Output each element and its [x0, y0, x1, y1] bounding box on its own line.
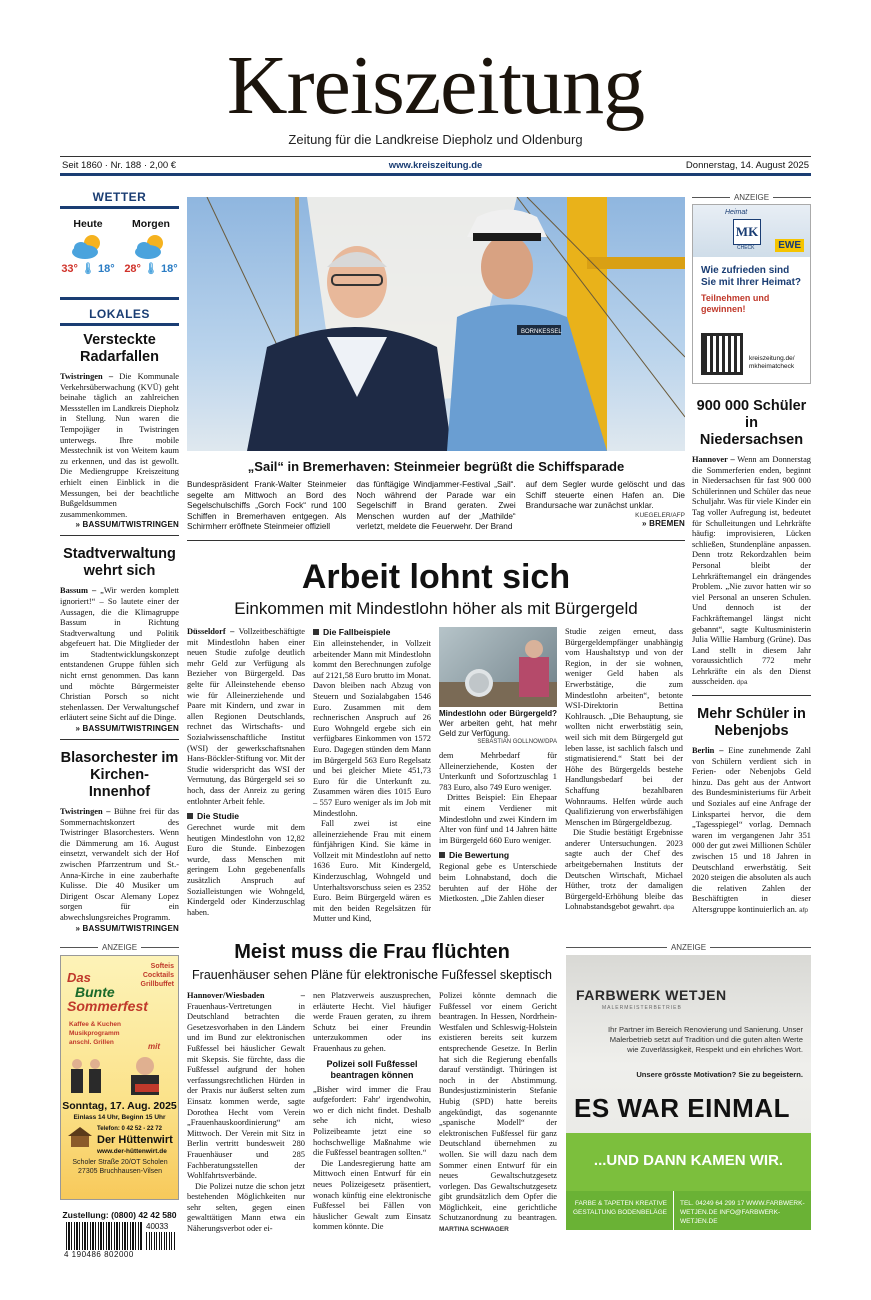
barcode: [60, 1222, 179, 1258]
barcode-addon: [146, 1232, 176, 1250]
website-link[interactable]: www.kreiszeitung.de: [388, 160, 483, 171]
ad-date: Sonntag, 17. Aug. 2025: [62, 1100, 177, 1112]
ad-farbwerk-brand-sub: MALERMEISTERBETRIEB: [602, 1005, 682, 1011]
ad-side: [69, 1020, 121, 1047]
ad-web[interactable]: www.der-hüttenwirt.de: [97, 1148, 167, 1155]
issue-info: Seit 1860 · Nr. 188 · 2,00 €: [62, 160, 177, 171]
left-column: [60, 190, 179, 933]
ad-farbwerk-footer-left: FARBE & TAPETEN KREATIVE GESTALTUNG BODENBELÄGE: [566, 1191, 674, 1230]
second-col-2-subhead: Polizei soll Fußfessel beantragen können: [326, 1058, 418, 1080]
photo-caption-col3-wrap: [526, 480, 685, 533]
ad-chip-2: Cocktails: [142, 972, 174, 979]
sun-cloud-icon: [131, 232, 171, 262]
local-article-3-body: [60, 807, 179, 924]
main-col-1: [187, 627, 305, 925]
second-col-3-text: [439, 991, 557, 1236]
local-article-1-body: [60, 372, 179, 520]
delivery-number: Zustellung: (0800) 42 42 580: [62, 1210, 177, 1220]
weather-tomorrow-high: 28°: [124, 263, 141, 275]
qr-code-icon[interactable]: [701, 333, 743, 375]
local-article-2: [60, 546, 179, 733]
ad-title-1: Das: [67, 970, 91, 985]
main-col-3-subhead: Die Bewertung: [439, 850, 557, 860]
masthead-rule-bottom: [60, 173, 811, 176]
thermometer-icon: 🌡: [144, 263, 158, 275]
ad-farbwerk-big2: ...UND DANN KAMEN WIR.: [593, 1152, 784, 1169]
photo-caption-col1: Bundespräsident Frank-Walter Steinmeier segelte am Mittwoch an Bord des Segelschulschiffs „Gorch Fock“ rund 100 Schiffen in Bremerhaven entgegen. Als Schirmherr eröffnete Steinmeier offiziell: [187, 480, 347, 531]
main-col-2-subhead: Die Fallbeispiele: [313, 627, 431, 637]
ad-farbwerk-footer-right[interactable]: TEL. 04249 64 299 17 WWW.FARBWERK-WETJEN.DE INFO@FARBWERK-WETJEN.DE: [680, 1200, 805, 1225]
weather-tomorrow-low: 18°: [161, 263, 178, 275]
ad-label: ANZEIGE: [566, 943, 811, 952]
main-col-1-lead: Düsseldorf –: [187, 627, 235, 636]
weather-title: WETTER: [92, 190, 147, 204]
main-col-4: [565, 627, 683, 925]
cash-photo-caption: [439, 709, 557, 739]
cash-photo-credit: SEBASTIAN GOLLNOW/DPA: [477, 739, 557, 745]
right-column: [692, 398, 811, 917]
right-article-2-body: [692, 746, 811, 917]
ad-side-3: anschl. Grillen: [69, 1039, 114, 1046]
main-col-3-text2: Drittes Beispiel: Ein Ehepaar mit einem Verdiener mit Mindestlohn und zwei Kindern im Alter von fünf und 14 Jahren hätte im Bürgergeld 660 Euro weniger.: [439, 793, 557, 845]
weather-rule: [60, 206, 179, 209]
cash-photo: [439, 627, 557, 707]
ad-phone: Telefon: 0 42 52 - 22 72: [97, 1126, 162, 1132]
lead-photo: [187, 197, 685, 451]
ad-side-2: Musikprogramm: [69, 1030, 120, 1037]
second-col-1-text: [187, 991, 305, 1182]
local-article-2-body: [60, 586, 179, 724]
weather-tomorrow-temps: [123, 262, 179, 275]
barcode-bars: [66, 1222, 142, 1250]
thermometer-icon: 🌡: [81, 263, 95, 275]
weather-tomorrow: [123, 218, 179, 275]
weather-today-temps: [60, 262, 116, 275]
photo-caption-col3: auf dem Segler wurde gelöscht und das Schiff steuerte einen Hafen an. Die Brandursache war zunächst unklar.: [525, 480, 685, 510]
local-article-1-tag[interactable]: » BASSUM/TWISTRINGEN: [75, 520, 179, 530]
ad-performers: [65, 1054, 175, 1096]
photo-caption: [187, 480, 685, 533]
cash-photo-caption-bold: Mindestlohn oder Bürgergeld?: [439, 709, 557, 718]
right-article-1-lead: Hannover –: [692, 455, 735, 464]
cash-photo-caption-text: Wer arbeiten geht, hat mehr Geld zur Verfügung.: [439, 719, 557, 738]
second-col-2-text: nen Platzverweis auszusprechen, erläuterte Hecht. Viel häufiger werde Frauen geraten, zu ihrem Schutz bei einer Freundin unterzukommen oder ins Frauenhaus zu gehen.: [313, 991, 431, 1053]
weather-today: [60, 218, 116, 275]
main-col-1-text: [187, 627, 305, 807]
ad-side-1: Kaffee & Kuchen: [69, 1021, 122, 1028]
right-article-1-headline[interactable]: 900 000 Schüler in Niedersachsen: [696, 398, 807, 448]
local-article-3-text: Bühne frei für das Sommernachtskonzert des Twistringer Blasorchesters. Wenn die Dämmerung am 16. August einsetzt, verwandelt sich der Hof zwischen Pfarrzentrum und St.-Anna-Kirche in eine zauberhafte Kulisse. Die 40 Musiker um Dirigent Oscar Alemany Lopez sorgen für ein abwechslungsreiches Programm.: [60, 807, 179, 922]
right-article-1-body: [692, 455, 811, 689]
main-col-1-subhead: Die Studie: [187, 811, 305, 821]
main-col-3-text3: Regional gebe es Unterschiede beim Lohnabstand, doch die beruhten auf der Höhe der Mietkosten. „Die Zahlen dieser: [439, 862, 557, 904]
main-col-2-text: Ein alleinstehender, in Vollzeit arbeitender Mann mit Mindestlohn kommt den Berechnungen zufolge auf 2121,58 Euro brutto im Monat. Davon bleiben nach Abzug von Steuern und Sozialabgaben 1546 Euro. Zusammen mit dem rechnerischen Anspruch auf 26 Euro Wohngeld ergebe sich ein verfügbares Einkommen von 1572 Euro. Dagegen stünden dem Mann im Bürgergeld 563 Euro Regelsatz und bei gleicher Miete 451,73 Euro für die Unterkunft zu. Zusammen wären dies 1015 Euro – 557 Euro weniger als im Job mit Mindestlohn.: [313, 639, 431, 818]
ad-mit: mit: [148, 1042, 160, 1051]
local-article-3-tag[interactable]: » BASSUM/TWISTRINGEN: [75, 923, 179, 933]
ad-chips: [141, 962, 174, 989]
main-col-2-text2: Fall zwei ist eine alleinerziehende Frau mit einem fünfjährigen Kind. Sie käme in Vollzeit mit Mindestlohn auf netto 1636 Euro. Mit Kindergeld, Kinderzuschlag, Wohngeld und Unterhaltsvorschuss seien es 2352 Euro. Beim Bürgergeld wären es mit den beiden Regelsätzen für Mutter und Kind,: [313, 819, 431, 924]
main-col-1-text2: Gerechnet wurde mit dem heutigen Mindestlohn von 12,82 Euro die Stunde. Einbezogen wurde, dass Menschen mit geringem Lohn gegebenenfalls zusätzlich Anspruch auf Sozialleistungen wie Wohngeld, Kindergeld oder Kinderzuschlag haben.: [187, 823, 305, 917]
masthead-title: Kreiszeitung: [226, 39, 645, 132]
barcode-addon-number: 40033: [146, 1222, 169, 1231]
lokales-rule: [60, 323, 179, 326]
ad-address: Scholer Straße 20/OT Scholen 27305 Bruchhausen-Vilsen: [72, 1159, 168, 1175]
ad-chip-1: Softeis: [150, 963, 174, 970]
ad-heimat-banner: [693, 205, 810, 257]
ad-label: ANZEIGE: [692, 193, 811, 202]
right-article-2-lead: Berlin –: [692, 746, 724, 756]
local-article-2-tag[interactable]: » BASSUM/TWISTRINGEN: [75, 724, 179, 734]
issue-date: Donnerstag, 14. August 2025: [685, 160, 809, 171]
right-article-1-credit: dpa: [736, 679, 748, 687]
ad-heimat-question: Wie zufrieden sind Sie mit Ihrer Heimat?: [701, 265, 802, 288]
second-headline[interactable]: Meist muss die Frau flüchten: [234, 941, 510, 963]
masthead: [0, 0, 871, 180]
photo-tag[interactable]: » BREMEN: [642, 518, 685, 528]
ad-heimat-brand: Heimat: [725, 209, 748, 216]
ad-farbwerk: [566, 943, 811, 1230]
right-article-2-text: Eine zunehmende Zahl von Schülern verdient sich in Ferien- oder Nebenjobs Geld hinzu. Das geht aus der Antwort des Bundesministeriums für Arbeit und Soziales auf eine Anfrage der Linkspartei hervor, die dem „Tagesspiegel“ vorlag. Demnach waren im vergangenen Jahr 351 000 der gut zwei Millionen Schüler zwischen 15 und 18 Jahren in Deutschland erwerbstätig. Seit 2020 steigen die absoluten als auch die relativen Zahlen der Beschäftigten in dieser Altersgruppe kontinuierlich an.: [692, 746, 812, 914]
right-article-2-credit: afp: [799, 906, 809, 914]
ad-sommerfest: [60, 943, 179, 1258]
second-col-2: [313, 991, 431, 1236]
main-col-3-text: dem Mehrbedarf für Alleinerziehende, Kosten der Unterkunft und Sofortzuschlag 1 783 Euro, also 749 Euro weniger.: [439, 751, 557, 792]
ad-heimat-box[interactable]: [692, 204, 811, 384]
masthead-subtitle: Zeitung für die Landkreise Diepholz und Oldenburg: [288, 132, 583, 147]
second-article: [187, 940, 557, 1236]
ad-heimat-badge: MK: [733, 219, 761, 245]
divider: [60, 535, 179, 536]
local-article-3: [60, 750, 179, 933]
ewe-logo: EWE: [775, 239, 804, 252]
ad-heimat: [692, 193, 811, 384]
ad-heimat-cta[interactable]: Teilnehmen und gewinnen!: [701, 293, 770, 314]
ad-farbwerk-text: Ihr Partner im Bereich Renovierung und Sanierung. Unser Malerbetrieb setzt auf Tradition und die guten alten Werte wie Zuverlässigkeit, Respekt und ein ehrliches Wort.: [607, 1025, 803, 1054]
second-col-1: [187, 991, 305, 1236]
weather-tomorrow-label: Morgen: [132, 218, 170, 230]
ad-sommerfest-box[interactable]: [60, 955, 179, 1200]
main-col-4-text2-body: Die Studie bestätigt Ergebnisse anderer Untersuchungen. 2023 sagte auch der Chef des arbeitgebernahen Instituts der Deutschen Wirtschaft, Michael Hüther, trotz der damaligen Bürgergeld-Erhöhung bleibe das Lohnabstandsgebot gewahrt.: [565, 828, 683, 912]
lokales-title: LOKALES: [89, 307, 150, 321]
main-col-4-credit: dpa: [663, 904, 675, 912]
second-col-3-credit: MARTINA SCHWAGER: [439, 1226, 509, 1234]
main-columns: [187, 627, 685, 925]
second-col-3-body: Polizei könnte demnach die Fußfessel vor einem Gericht beantragen. In Hessen, Nordrhein-Westfalen und Schleswig-Holstein existieren bereits seit kurzem entsprechende Gesetze. In Berlin hat sich die Regierung ebenfalls darauf verständigt. Thüringen ist noch in der Abstimmung. Bundesjustizministerin Stefanie Hubig (SPD) hatte bereits angekündigt, das sogenannte „spanische Modell“ der elektronischen Fußfessel für ganz Deutschland übernehmen zu wollen. Sie will dazu nach dem Sommer einen Entwurf für ein neues Gewaltschutzgesetz vorlegen. Das Gewaltschutzgesetz gibt grundsätzlich dem Opfer die Möglichkeit, eine gerichtliche Schutzanordnung zu beantragen.: [439, 991, 557, 1223]
local-article-1-text: Die Kommunale Verkehrsüberwachung (KVÜ) geht beinahe täglich an zahlreichen Messstellen im Landkreis Diepholz in Stellung. Nun waren die Tempojäger in Twistringen unterwegs. Ihre mobile Messtechnik ist von Weitem kaum zu erkennen, und das ist gewollt. Die Mediengruppe Kreiszeitung erhielt einen Einblick in die Messungen, bei der beachtliche Bußgeldsummen zusammenkommen.: [60, 372, 179, 519]
divider: [187, 540, 685, 541]
ad-farbwerk-motto: Unsere grösste Motivation? Sie zu begeistern.: [636, 1070, 803, 1079]
local-article-3-headline[interactable]: Blasorchester im Kirchen-Innenhof: [60, 750, 179, 801]
local-article-2-text: „Wir werden komplett ignoriert!“ – So lautete einer der Aussagen, die die Klimagruppe Bassum in Richtung Stadtverwaltung und Politik abgefeuert hat. Die Mitglieder der im Stadtentwicklungskonzept entstandenen Gruppe fühlen sich nicht ernst genommen. Das kann und möchte Bürgermeister Christian Porsch so nicht stehenlassen. Der Verwaltungschef erläutert seine Sicht auf die Dinge.: [60, 586, 180, 723]
ad-name: Der Hüttenwirt: [97, 1134, 173, 1146]
ad-heimat-url[interactable]: kreiszeitung.de/ mkheimatcheck: [749, 355, 795, 370]
right-article-1-text: Wenn am Donnerstag die Sommerferien enden, beginnt in Niedersachsen für fast 900 000 Schülerinnen und Schüler das neue Schuljahr. Was für viele Kinder ein Tag voller Aufregung ist, bedeutet für Schulleitungen und Lehrkräfte häufig: improvisieren, Lücken schließen, Stundenpläne anpassen. Denn trotz Rekordzahlen beim Personal bleibt der Lehrkräftemangel ein drängendes Problem. „Nie zuvor hatten wir so viel Personal an unseren Schulen. Und dennoch ist der Fachkräftemangel längst nicht gebannt“, sagte Kultusministerin Julia Willie Hamburg (Grüne). Das Land stellt in diesem Jahr voraussichtlich 772 mehr Lehrkräfte ein als den Dienst ausscheiden.: [692, 455, 811, 687]
local-article-2-headline[interactable]: Stadtverwaltung wehrt sich: [63, 546, 176, 580]
second-col-1-lead: Hannover/Wiesbaden –: [187, 991, 305, 1000]
weather-today-label: Heute: [73, 218, 103, 230]
local-article-1: [60, 332, 179, 529]
second-columns: [187, 991, 557, 1236]
name-tag: BORNKESSEL: [521, 329, 562, 335]
right-article-2-headline[interactable]: Mehr Schüler in Nebenjobs: [697, 706, 806, 740]
second-col-1-body: Frauenhaus-Vertretungen in Deutschland betrachten die Gesetzesvorhaben in den Ländern und im Bund zur elektronischen Fußfessel bei häuslicher Gewalt mit Skepsis. Sie fürchte, dass die Fußfessel aufgrund der hohen verfassungsrechtlichen Hürden in der Praxis nur äußerst selten zum Einsatz kommen werde, sagte Dorothea Hecht vom Verein „Frauenhauskoordinierung“ am Mittwoch. Der Verein mit Sitz in Berlin vertritt bundesweit 280 Frauenhäuser und 285 Fachberatungsstellen der Wohlfahrtsverbände.: [187, 1001, 305, 1181]
main-col-4-text: Studie zeigen erneut, dass Bürgergeldempfänger unabhängig vom Haushaltstyp und von der Region, in der sie wohnen, weniger Geld haben als Erwerbstätige, die zum Mindestlohn arbeiten“, betonte WSI-Direktorin Bettina Kohlrausch. „Die Behauptung, sie wollten nicht erwerbstätig sein, weil sich mit dem Bürgergeld gut leben lasse, ist sachlich falsch und stigmatisierend.“ Statt bei der Höhe des Bürgergelds bestehe Handlungsbedarf bei der Schaffung bezahlbaren Wohnraums. Helfen würde auch Qualifizierung von erwerbsfähigen Menschen im Bürgergeldbezug.: [565, 627, 683, 827]
hut-icon: [67, 1126, 93, 1148]
weather-today-high: 33°: [61, 263, 78, 275]
ad-hours: Einlass 14 Uhr, Beginn 15 Uhr: [73, 1114, 166, 1121]
second-col-2-text2: „Bisher wird immer die Frau aufgefordert: Fahr' irgendwohin, wo er dich nicht findet. Deshalb sehe ich nicht, wieso Polizeibeamte jetzt eine so hochschwellige Maßnahme wie die Fußfessel beantragen sollten.“: [313, 1084, 431, 1158]
ad-farbwerk-brand: FARBWERK WETJEN: [576, 987, 727, 1003]
divider: [60, 739, 179, 740]
main-headline[interactable]: Arbeit lohnt sich: [301, 558, 571, 596]
ad-title-2: Bunte: [75, 984, 115, 1000]
second-subheadline: Frauenhäuser sehen Pläne für elektronische Fußfessel skeptisch: [192, 968, 552, 982]
second-col-3: [439, 991, 557, 1236]
ad-farbwerk-box[interactable]: [566, 955, 811, 1230]
ad-heimat-badge-sub: CHECK: [737, 245, 755, 251]
weather-bottom-rule: [60, 297, 179, 300]
local-article-1-lead: Twistringen –: [60, 372, 114, 381]
weather-widget: [60, 218, 179, 275]
weather-today-low: 18°: [98, 263, 115, 275]
main-col-1-body: Vollzeitbeschäftigte mit Mindestlohn haben einer neuen Studie zufolge deutlich mehr Geld zur Verfügung als Bezieher von Bürgergeld. Das gelte für Alleinstehende ebenso wie für Alleinerziehende und Paare mit Kindern, und zwar in allen Regionen Deutschlands, rechnet das Wirtschafts- und Sozialwissenschaftliche Institut (WSI) der gewerkschaftsnahen Hans-Böckler-Stiftung vor. Mit der Studie widerspricht das WSI der Vermutung, das Bürgergeld sei so hoch, dass der Anreiz zu gering entlohnter Arbeit fehle.: [187, 627, 305, 806]
ad-farbwerk-footer: [566, 1191, 811, 1230]
main-col-4-text2: [565, 828, 683, 914]
photo-credit: KUEGELER/AFP: [635, 511, 685, 519]
masthead-rule-top: [60, 156, 811, 157]
photo-caption-title: „Sail“ in Bremerhaven: Steinmeier begrüßt die Schiffsparade: [247, 459, 625, 474]
ad-chip-3: Grillbuffet: [140, 981, 174, 988]
main-col-2: [313, 627, 431, 925]
sun-cloud-icon: [68, 232, 108, 262]
ad-title-3: Sommerfest: [67, 998, 148, 1014]
second-col-1-text2: Die Polizei nutze die schon jetzt bestehenden Möglichkeiten nur sehr selten, gegen einen gewalttätigen Mann etwa ein Näherungsverbot oder ei-: [187, 1181, 305, 1234]
ad-label: ANZEIGE: [60, 943, 179, 952]
local-article-2-lead: Bassum –: [60, 586, 97, 596]
main-article: [187, 540, 685, 925]
ad-farbwerk-big1: ES WAR EINMAL: [574, 1093, 790, 1123]
local-article-1-headline[interactable]: Versteckte Radarfallen: [80, 332, 159, 365]
main-subheadline: Einkommen mit Mindestlohn höher als mit Bürgergeld: [234, 599, 638, 618]
divider: [692, 695, 811, 696]
barcode-number: 4 190486 802000: [64, 1250, 134, 1259]
photo-caption-col2: das fünftägige Windjammer-Festival „Sail“. Noch während der Parade war ein Segelschiff in Brand geraten. Zwei Menschen wurden auf der „Mathilde“ verletzt, meldete die Feuerwehr. Der Brand: [356, 480, 516, 531]
main-col-3: [439, 627, 557, 925]
sail-ship-illustration: [187, 197, 685, 451]
second-col-2-text3: Die Landesregierung hatte am Mittwoch einen Entwurf für ein neues Polizeigesetz präsentiert, wonach künftig eine elektronische Fußfessel bei Fällen von häuslicher Gewalt zum Einsatz kommen könnte. Die: [313, 1158, 431, 1232]
local-article-3-lead: Twistringen –: [60, 807, 111, 817]
